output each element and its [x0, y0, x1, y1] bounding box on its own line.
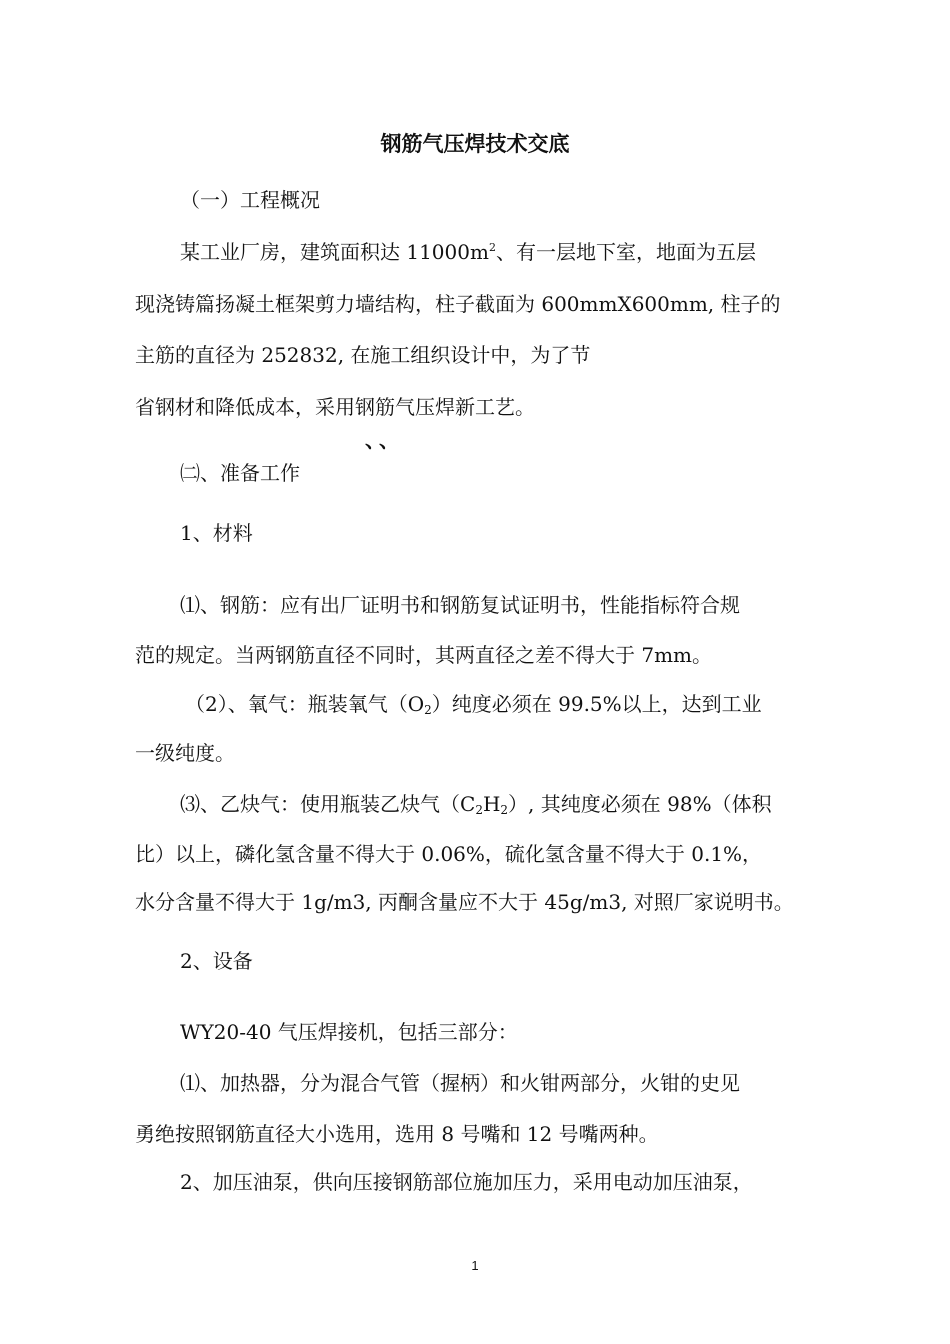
text-span: ）, 其纯度必须在 98%（体积 [508, 792, 772, 816]
paragraph-line: 水分含量不得大于 1g/m3, 丙酮含量应不大于 45g/m3, 对照厂家说明书。 [135, 890, 794, 914]
paragraph-line [185, 690, 762, 718]
superscript: 2 [488, 241, 496, 254]
text-span: （2）、氧气：瓶装氧气（O [185, 692, 425, 716]
subscript: 2 [500, 803, 509, 817]
page-number: 1 [471, 1258, 479, 1273]
text-span: ）纯度必须在 99.5%以上，达到工业 [431, 692, 762, 716]
paragraph-line: 比）以上，磷化氢含量不得大于 0.06%，硫化氢含量不得大于 0.1%， [135, 842, 763, 866]
paragraph-line: ⑴、加热器，分为混合气管（握柄）和火钳两部分，火钳的史见 [180, 1071, 740, 1095]
text-span: H [482, 792, 501, 816]
paragraph-line [180, 238, 756, 266]
paragraph-line: WY20-40 气压焊接机，包括三部分： [180, 1020, 518, 1044]
subsection-heading-materials: 1、材料 [180, 521, 253, 545]
paragraph-line: 2、加压油泵，供向压接钢筋部位施加压力，采用电动加压油泵， [180, 1170, 753, 1194]
document-title: 钢筋气压焊技术交底 [380, 131, 570, 156]
text-span: ⑶、乙炔气：使用瓶装乙炔气（C [180, 792, 476, 816]
paragraph-line: 主筋的直径为 252832, 在施工组织设计中，为了节 [135, 343, 591, 367]
stray-marks: 、、 [365, 428, 403, 452]
subscript: 2 [424, 703, 432, 717]
paragraph-line: 勇绝按照钢筋直径大小选用，选用 8 号嘴和 12 号嘴两种。 [135, 1122, 659, 1146]
subscript: 2 [475, 803, 483, 817]
text-span: 某工业厂房，建筑面积达 11000m [180, 240, 489, 264]
section-heading-overview: （一）工程概况 [180, 188, 320, 212]
paragraph-line: ⑴、钢筋：应有出厂证明书和钢筋复试证明书，性能指标符合规 [180, 593, 740, 617]
paragraph-line: 范的规定。当两钢筋直径不同时，其两直径之差不得大于 7mm。 [135, 643, 713, 667]
paragraph-line [180, 790, 772, 818]
section-heading-preparation: ㈡、准备工作 [180, 461, 300, 485]
paragraph-line: 省钢材和降低成本，采用钢筋气压焊新工艺。 [135, 395, 535, 419]
paragraph-line: 现浇铸篇扬凝土框架剪力墙结构，柱子截面为 600mmX600mm, 柱子的 [135, 292, 781, 316]
text-span: 、有一层地下室，地面为五层 [495, 240, 756, 264]
paragraph-line: 一级纯度。 [135, 741, 235, 765]
subsection-heading-equipment: 2、设备 [180, 949, 253, 973]
